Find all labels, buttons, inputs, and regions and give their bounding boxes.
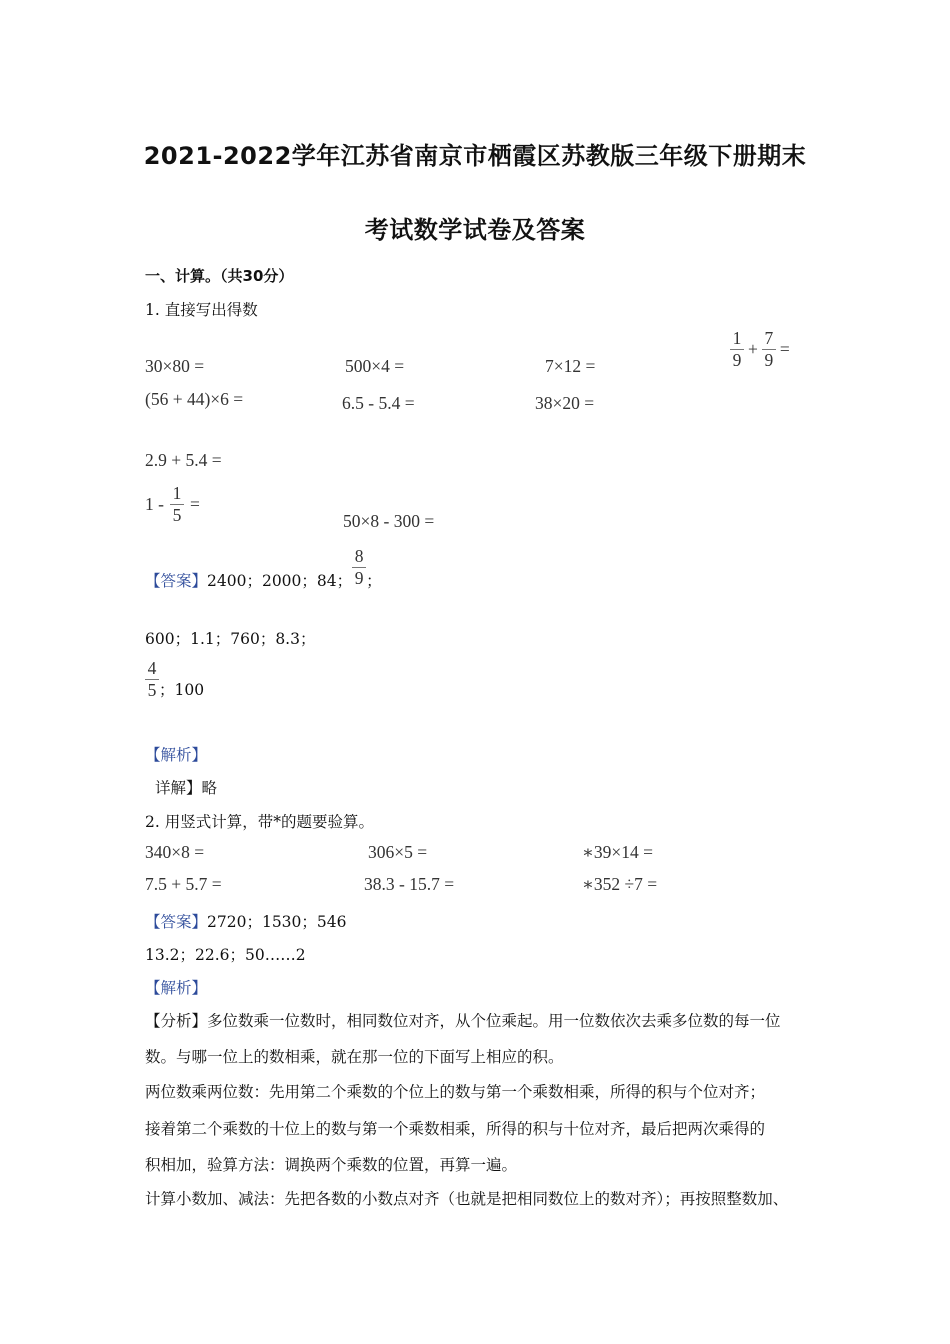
answer-tag: 【答案】 [145, 572, 208, 590]
answer-sep: ； [366, 572, 382, 590]
q1-expr-10: 50×8 - 300 = [343, 511, 435, 531]
plus-sign: + [748, 339, 758, 359]
q1-analysis-tag: 【解析】 [145, 746, 208, 764]
fraction-num: 8 [354, 545, 364, 566]
q2-para5: 计算小数加、减法：先把各数的小数点对齐（也就是把相同数位上的数对齐）；再按照整数加、 [145, 1190, 789, 1208]
analysis-text: 多位数乘一位数时，相同数位对齐，从个位乘起。用一位数依次去乘多位数的每一位 [207, 1012, 781, 1030]
q2-analysis-tag: 【解析】 [145, 979, 208, 997]
q1-answer-line3 [145, 658, 204, 700]
q2-para4: 积相加，验算方法：调换两个乘数的位置，再算一遍。 [145, 1156, 518, 1174]
doc-title-line1: 2021-2022学年江苏省南京市栖霞区苏教版三年级下册期末 [143, 142, 807, 170]
equals-sign: = [779, 339, 790, 359]
q2-expr-5: 38.3 - 15.7 = [364, 874, 455, 894]
q2-answer-line1 [145, 910, 347, 932]
q2-answer-line2: 13.2；22.6；50……2 [145, 946, 306, 964]
fraction-den: 5 [172, 505, 182, 525]
fraction-one-fifth [170, 485, 184, 524]
q1-expr-8: 2.9 + 5.4 = [145, 450, 222, 470]
answer-fraction-8-9 [352, 545, 366, 588]
answer-fraction-4-5 [145, 657, 159, 700]
q1-fraction-expr [730, 330, 790, 369]
fraction-num: 1 [172, 483, 182, 503]
q1-label: 1. 直接写出得数 [145, 301, 258, 319]
answer-values: 2720；1530；546 [207, 913, 347, 931]
fraction-a [730, 330, 744, 369]
q2-para1 [145, 1011, 781, 1031]
q1-expr-6: 6.5 - 5.4 = [342, 393, 415, 413]
q2-expr-4: 7.5 + 5.7 = [145, 874, 222, 894]
one-minus: 1 - [145, 494, 164, 514]
q1-expr-7: 38×20 = [535, 393, 595, 413]
fraction-den: 5 [147, 679, 157, 700]
doc-title-line2: 考试数学试卷及答案 [364, 216, 586, 244]
answer-values: ；100 [159, 681, 205, 699]
fraction-a-num: 1 [732, 328, 742, 348]
answer-values: 2400；2000；84； [207, 572, 353, 590]
q2-expr-2: 306×5 = [368, 842, 428, 862]
q1-expr-5: (56 + 44)×6 = [145, 389, 244, 409]
q2-expr-3: ∗39×14 = [582, 842, 654, 862]
q2-para1b: 数。与哪一位上的数相乘，就在那一位的下面写上相应的积。 [145, 1048, 564, 1066]
q1-expr-3: 7×12 = [545, 356, 596, 376]
section-heading: 一、计算。（共30分） [145, 267, 294, 285]
fraction-a-den: 9 [732, 350, 742, 370]
q2-expr-6: ∗352 ÷7 = [582, 874, 658, 894]
equals-sign: = [189, 494, 200, 514]
fraction-b-num: 7 [764, 328, 774, 348]
q1-expr-9 [145, 485, 200, 524]
fraction-b-den: 9 [764, 350, 774, 370]
q1-detail: 详解】略 [155, 779, 218, 797]
q2-expr-1: 340×8 = [145, 842, 205, 862]
analysis-subtag: 【分析】 [145, 1012, 208, 1030]
q2-para2: 两位数乘两位数：先用第二个乘数的个位上的数与第一个乘数相乘，所得的积与个位对齐； [145, 1083, 766, 1101]
fraction-den: 9 [354, 567, 364, 588]
fraction-num: 4 [147, 657, 157, 678]
q1-expr-2: 500×4 = [345, 356, 405, 376]
q2-label: 2. 用竖式计算，带*的题要验算。 [145, 813, 374, 831]
fraction-b [762, 330, 776, 369]
q1-expr-1: 30×80 = [145, 356, 205, 376]
answer-tag: 【答案】 [145, 913, 208, 931]
q1-answer-line1 [145, 543, 382, 591]
q2-para3: 接着第二个乘数的十位上的数与第一个乘数相乘，所得的积与十位对齐，最后把两次乘得的 [145, 1120, 766, 1138]
q1-answer-line2: 600；1.1；760；8.3； [145, 630, 316, 648]
